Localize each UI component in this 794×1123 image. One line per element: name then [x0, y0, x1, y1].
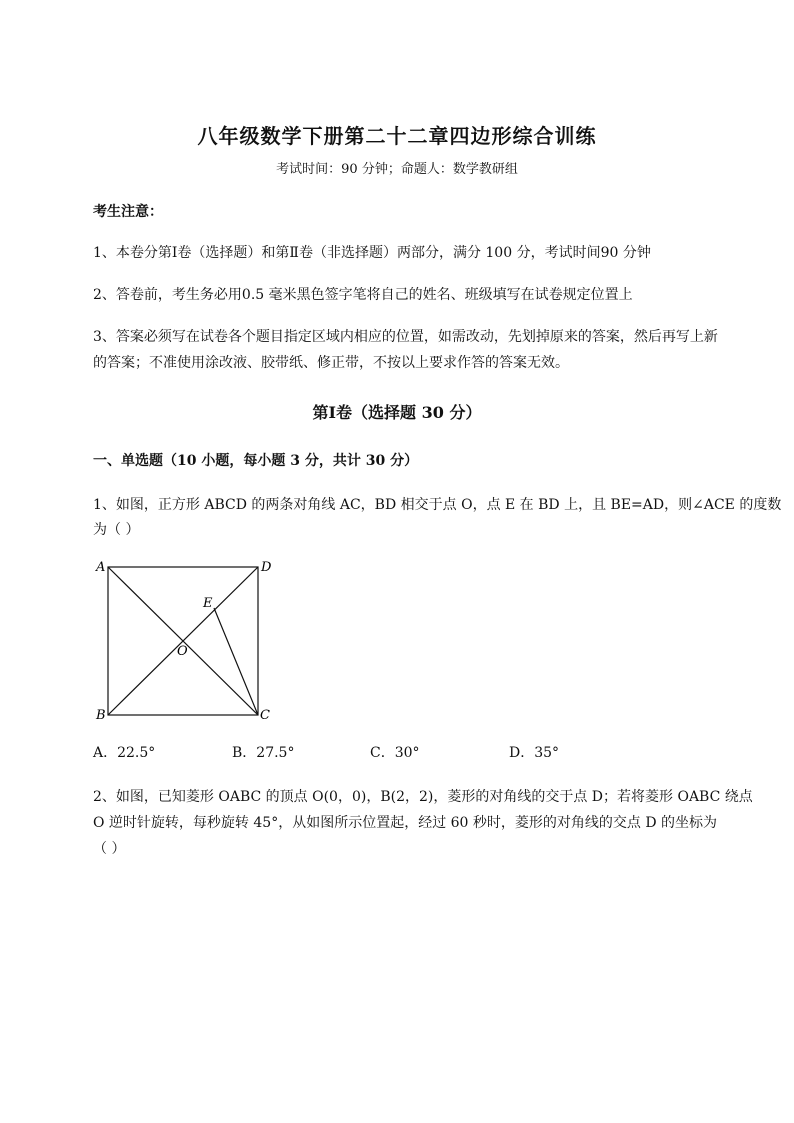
segment-ec — [214, 608, 258, 715]
notice-item-2: 2、答卷前，考生务必用0.5 毫米黑色签字笔将自己的姓名、班级填写在试卷规定位置上 — [93, 287, 633, 303]
notice-heading: 考生注意： — [93, 204, 163, 220]
question-1-option-b: B．27.5° — [232, 745, 295, 761]
notice-item-1: 1、本卷分第Ⅰ卷（选择题）和第Ⅱ卷（非选择题）两部分，满分 100 分，考试时间90 分钟 — [93, 245, 651, 261]
label-d: D — [261, 560, 272, 575]
notice-item-3-line-1: 3、答案必须写在试卷各个题目指定区域内相应的位置，如需改动，先划掉原来的答案，然后再写上新 — [93, 329, 718, 345]
notice-item-3-line-2: 的答案；不准使用涂改液、胶带纸、修正带，不按以上要求作答的答案无效。 — [93, 355, 569, 371]
square-diagram — [90, 555, 290, 730]
page-title: 八年级数学下册第二十二章四边形综合训练 — [197, 124, 597, 148]
question-1-option-a: A．22.5° — [93, 745, 156, 761]
label-e: E — [203, 596, 213, 611]
exam-info: 考试时间：90 分钟；命题人：数学教研组 — [276, 162, 518, 177]
part-title: 一、单选题（10 小题，每小题 3 分，共计 30 分） — [93, 453, 419, 469]
section-title: 第Ⅰ卷（选择题 30 分） — [312, 403, 482, 422]
question-1-option-d: D．35° — [509, 745, 560, 761]
question-2-text-line-2: O 逆时针旋转，每秒旋转 45°，从如图所示位置起，经过 60 秒时，菱形的对角线的交点 D 的坐标为 — [93, 815, 718, 831]
question-2-text-line-1: 2、如图，已知菱形 OABC 的顶点 O(0，0)，B(2，2)，菱形的对角线的交于点 D；若将菱形 OABC 绕点 — [93, 789, 753, 805]
question-1-option-c: C．30° — [370, 745, 420, 761]
label-b: B — [96, 708, 106, 723]
label-o: O — [177, 644, 188, 659]
label-c: C — [260, 708, 270, 723]
question-2-text-line-3: （ ） — [93, 841, 126, 857]
question-1-text-line-2: 为（ ） — [93, 522, 140, 538]
label-a: A — [96, 560, 106, 575]
question-1-text-line-1: 1、如图，正方形 ABCD 的两条对角线 AC，BD 相交于点 O，点 E 在 BD 上，且 BE=AD，则∠ACE 的度数 — [93, 497, 782, 513]
